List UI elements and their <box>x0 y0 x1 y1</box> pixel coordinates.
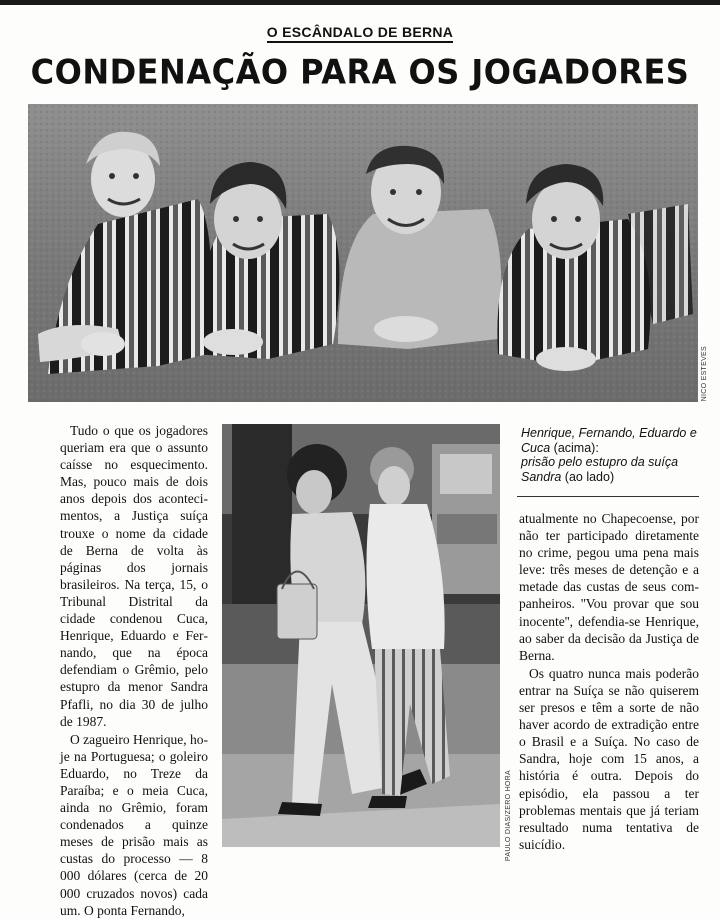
photo-caption <box>521 426 699 484</box>
photo-credit-side: PAULO DIAS/ZERO HORA <box>505 770 512 862</box>
photo-credit-main: NICO ESTEVES <box>701 346 708 402</box>
caption-names-suffix: (acima): <box>550 440 599 455</box>
players-photo <box>28 104 698 402</box>
top-rule <box>0 0 720 5</box>
caption-names: Henrique, Fernando, Eduardo e Cuca <box>521 426 697 455</box>
street-photo-illustration <box>222 424 500 847</box>
article-paragraph: O zagueiro Henrique, hoje na Portuguesa; o goleiro Eduardo, no Treze da Paraíba; e o meia Cuca, ainda no Grêmio, foram condenados a quinze meses de prisão mais as custas do processo — 8 000 dólares (cerca de 20 000 cruzados novos) cada um. O ponta Fernando, <box>60 731 208 918</box>
section-kicker: O ESCÂNDALO DE BERNA <box>0 24 720 40</box>
article-column-right <box>519 510 699 853</box>
caption-divider <box>517 496 699 497</box>
caption-line2-suffix: (ao lado) <box>561 469 615 484</box>
street-photo <box>222 424 500 847</box>
players-photo-illustration <box>28 104 698 402</box>
article-paragraph: Os quatro nunca mais poderão entrar na Suíça se não quiserem ser presos e têm a sorte de não haver acordo de extradição entre o Brasil e a Suíça. No caso de Sandra, hoje com 15 anos, a história é outra. Depois do episódio, ela passou a ter problemas mentais que já teriam resultado numa tentativa de suicídio. <box>519 665 699 852</box>
page-headline: CONDENAÇÃO PARA OS JOGADORES <box>30 52 690 92</box>
article-column-left <box>60 422 208 919</box>
article-paragraph: atualmente no Chapecoense, por não ter participado diretamente no crime, pegou uma pena mais leve: três meses de detenção e a metade das custas de seus companheiros. ''Vou provar que sou inocente'', defendia-se Henrique, ao saber da decisão da Justiça de Berna. <box>519 511 699 663</box>
article-paragraph: Tudo o que os jogadores queriam era que o assunto caísse no esquecimento. Mas, pouco mais de dois anos depois dos acontecimentos, a Justiça suíça trouxe o nome da cidade de Berna de volta às páginas dos jornais brasileiros. Na terça, 15, o Tribunal Distrital da cidade condenou Cuca, Henrique, Eduardo e Fernando, que na época defendiam o Grêmio, pelo estupro da menor Sandra Pfafli, no dia 30 de julho de 1987. <box>60 423 208 729</box>
caption-line2: prisão pelo estupro da suíça Sandra <box>521 455 679 484</box>
